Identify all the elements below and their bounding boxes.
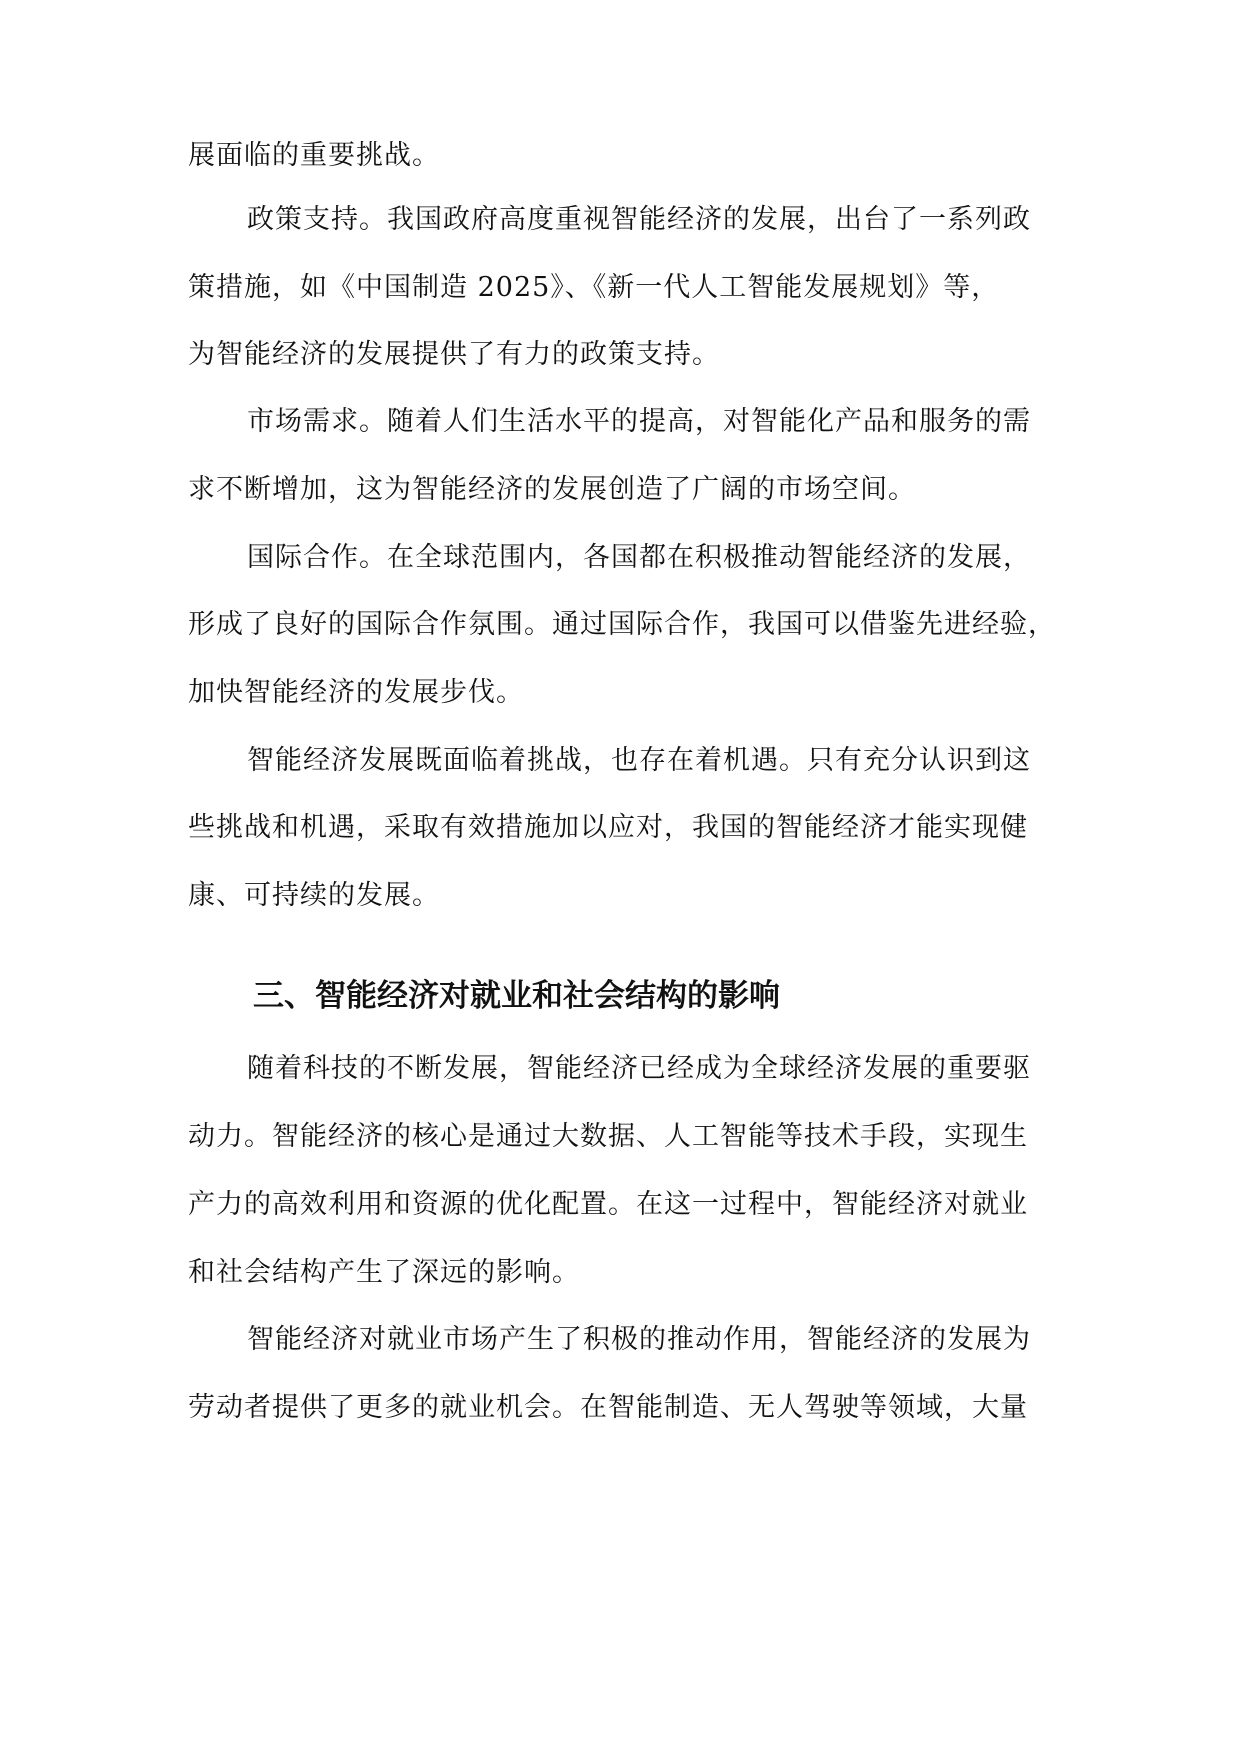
paragraph-international-line: 加快智能经济的发展步伐。 — [188, 677, 524, 708]
paragraph-intro-line: 产力的高效利用和资源的优化配置。在这一过程中，智能经济对就业 — [188, 1189, 1028, 1220]
paragraph-intro-line: 和社会结构产生了深远的影响。 — [188, 1257, 580, 1288]
paragraph-intro-line: 随着科技的不断发展，智能经济已经成为全球经济发展的重要驱 — [247, 1053, 1031, 1084]
paragraph-summary-line: 智能经济发展既面临着挑战，也存在着机遇。只有充分认识到这 — [247, 745, 1031, 776]
paragraph-market-line: 市场需求。随着人们生活水平的提高，对智能化产品和服务的需 — [247, 406, 1031, 437]
paragraph-international-line: 形成了良好的国际合作氛围。通过国际合作，我国可以借鉴先进经验， — [188, 609, 1056, 640]
paragraph-policy-line: 政策支持。我国政府高度重视智能经济的发展，出台了一系列政 — [247, 204, 1031, 235]
paragraph-market-line: 求不断增加，这为智能经济的发展创造了广阔的市场空间。 — [188, 474, 916, 505]
section-heading: 三、智能经济对就业和社会结构的影响 — [253, 978, 780, 1014]
text-line: 展面临的重要挑战。 — [188, 140, 440, 171]
paragraph-summary-line: 些挑战和机遇，采取有效措施加以应对，我国的智能经济才能实现健 — [188, 812, 1028, 843]
paragraph-summary-line: 康、可持续的发展。 — [188, 880, 440, 911]
paragraph-policy-line: 为智能经济的发展提供了有力的政策支持。 — [188, 339, 720, 370]
paragraph-policy-line: 策措施，如《中国制造 2025》、《新一代人工智能发展规划》等， — [188, 272, 1000, 303]
paragraph-intro-line: 动力。智能经济的核心是通过大数据、人工智能等技术手段，实现生 — [188, 1121, 1028, 1152]
paragraph-international-line: 国际合作。在全球范围内，各国都在积极推动智能经济的发展， — [247, 542, 1031, 573]
paragraph-employment-line: 智能经济对就业市场产生了积极的推动作用，智能经济的发展为 — [247, 1324, 1031, 1355]
paragraph-employment-line: 劳动者提供了更多的就业机会。在智能制造、无人驾驶等领域，大量 — [188, 1392, 1028, 1423]
